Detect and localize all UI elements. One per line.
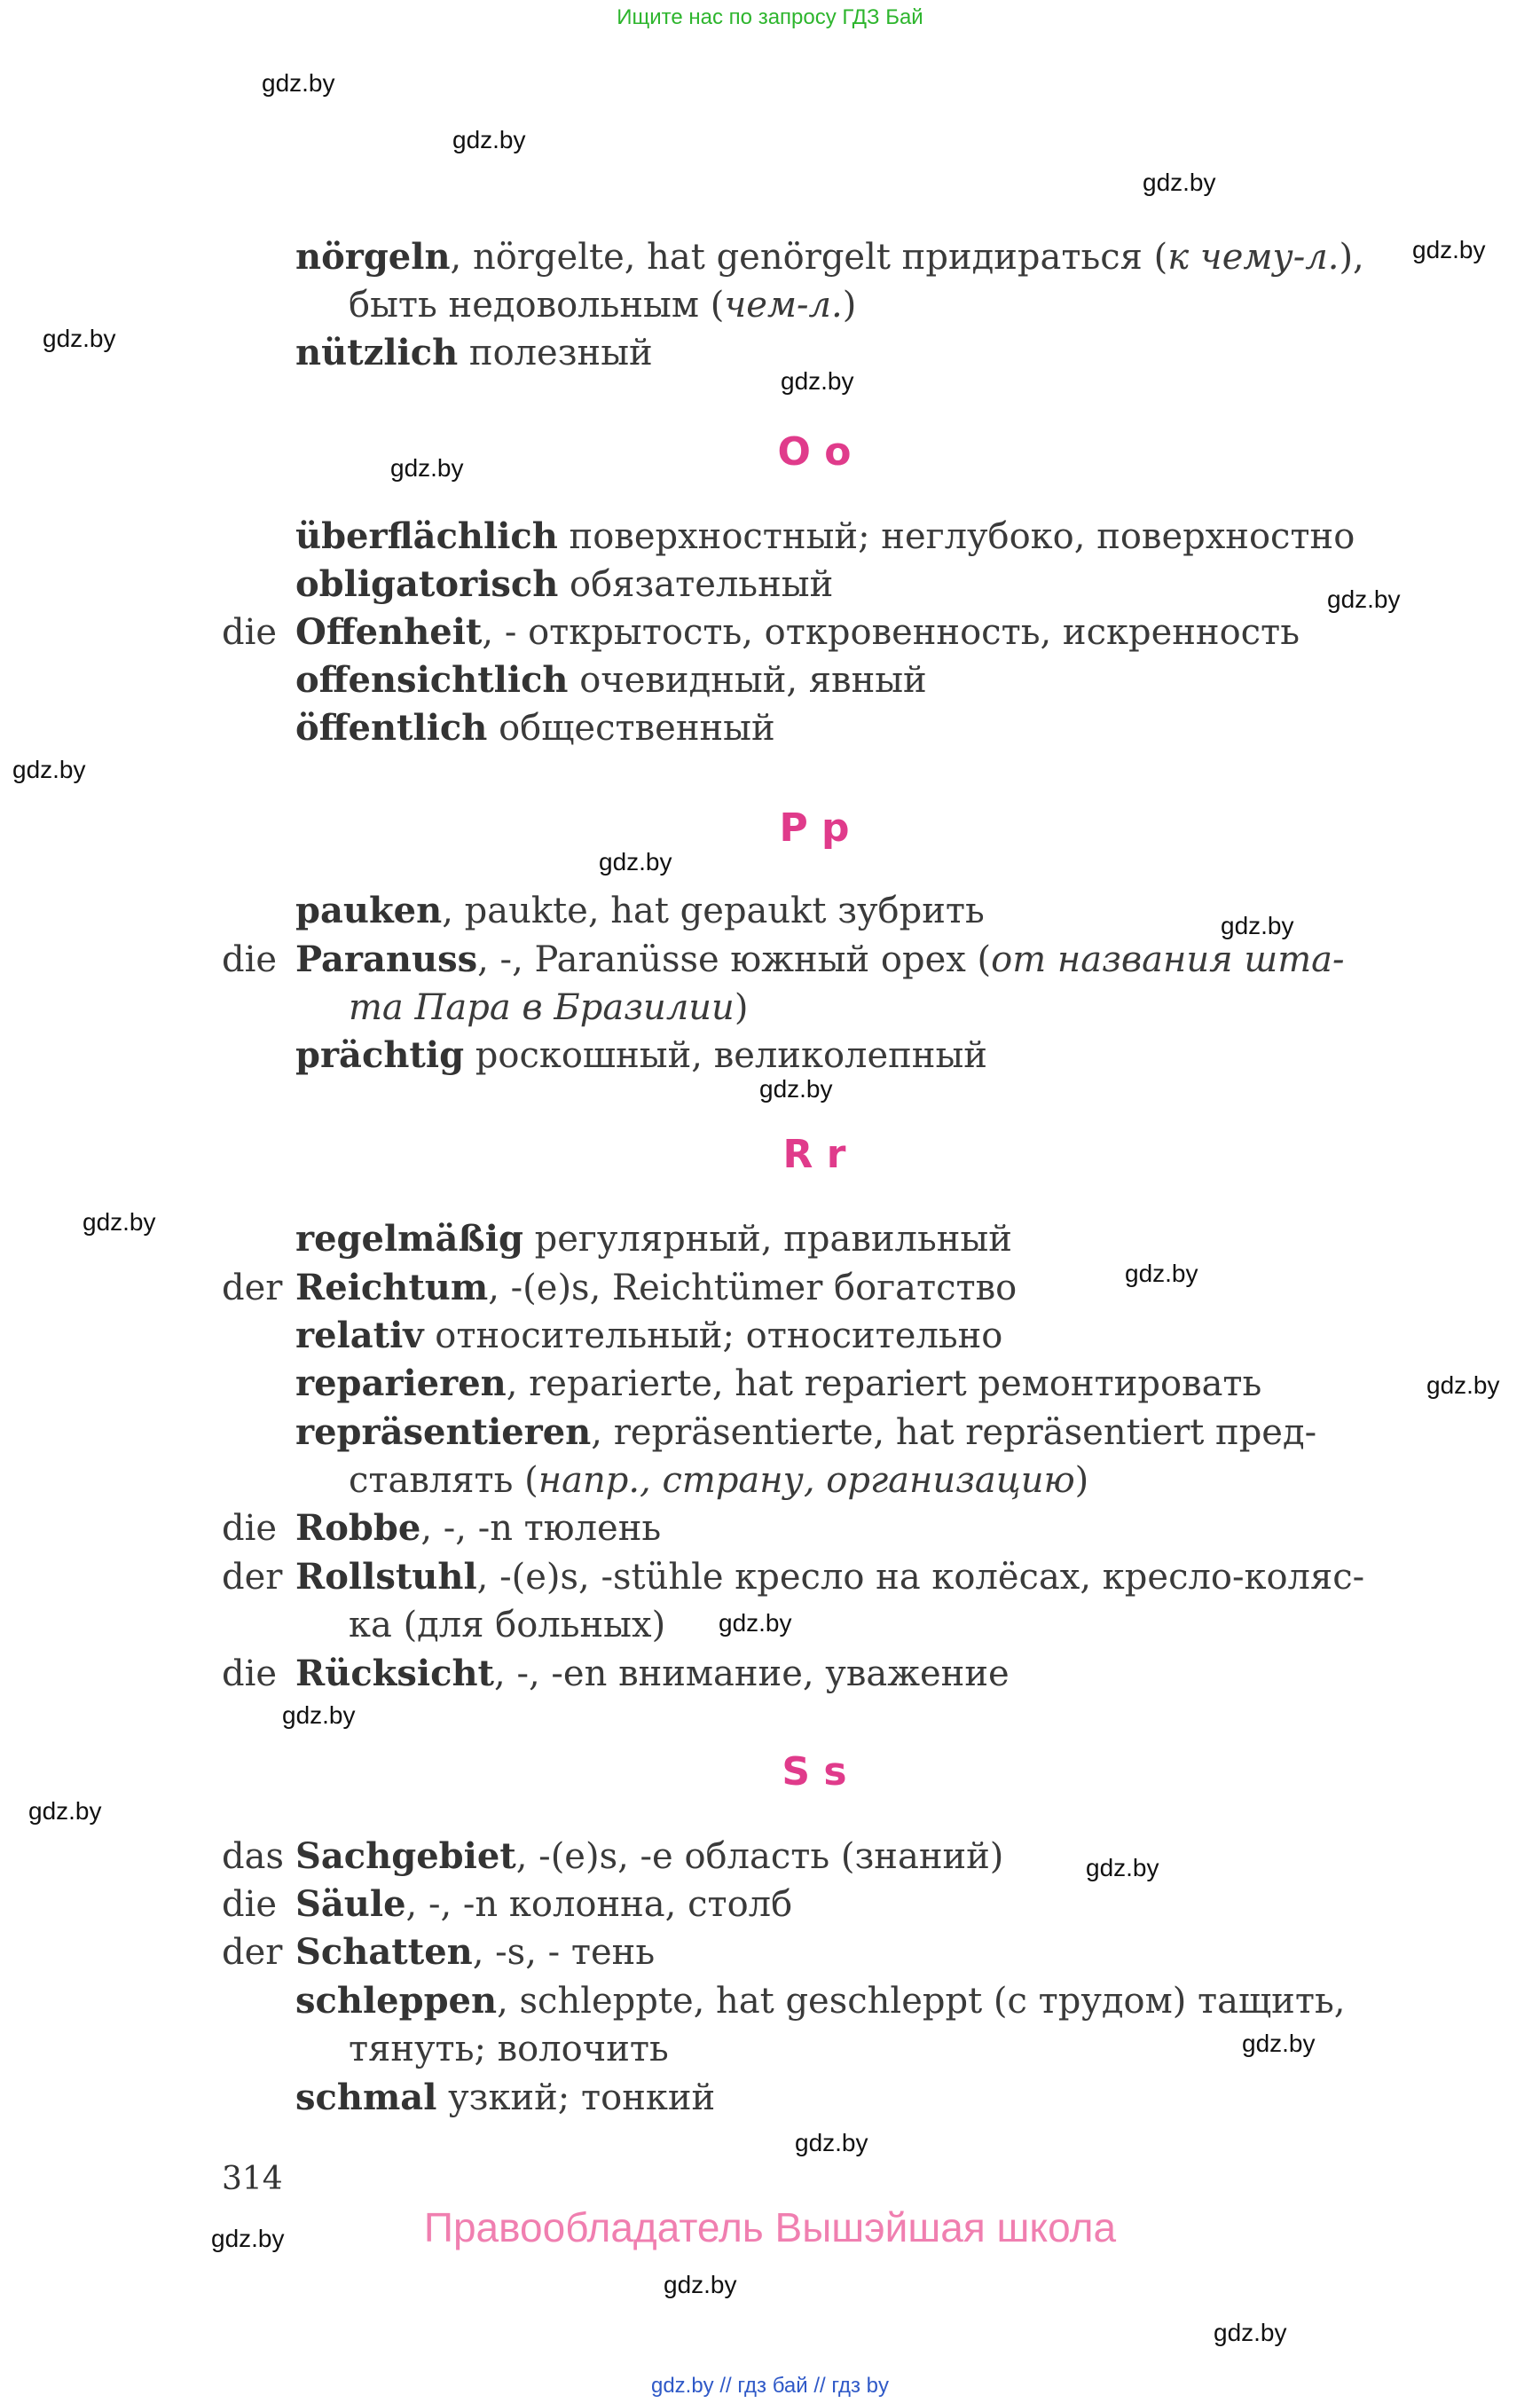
watermark: gdz.by [211, 2225, 285, 2252]
dictionary-entry: überflächlich поверхностный; неглубоко, поверхностно [295, 515, 1355, 557]
copyright-owner: Правообладатель Вышэйшая школа [423, 2204, 1117, 2250]
watermark: gdz.by [1214, 2319, 1287, 2346]
watermark: gdz.by [1086, 1854, 1159, 1881]
dictionary-entry: die Säule, -, -n колонна, столб [222, 1883, 793, 1925]
dictionary-entry: der Schatten, -s, - тень [222, 1931, 656, 1973]
watermark: gdz.by [452, 126, 526, 153]
dictionary-entry: nörgeln, nörgelte, hat genörgelt придираться (к чему-л.), быть недовольным (чем-л.) [295, 236, 1364, 326]
watermark: gdz.by [795, 2129, 868, 2156]
watermark: gdz.by [1143, 169, 1216, 196]
dictionary-entry: regelmäßig регулярный, правильный [295, 1218, 1012, 1260]
dictionary-entry: pauken, paukte, hat gepaukt зубрить [295, 890, 985, 931]
watermark: gdz.by [1125, 1260, 1198, 1287]
watermark: gdz.by [82, 1208, 156, 1236]
dictionary-entry: relativ относительный; относительно [295, 1315, 1003, 1356]
dictionary-entry: schleppen, schleppte, hat geschleppt (с трудом) тащить, тянуть; волочить [295, 1980, 1346, 2069]
watermark: gdz.by [282, 1701, 356, 1729]
dictionary-entry: die Robbe, -, -n тюлень [222, 1507, 662, 1549]
dictionary-entry: der Reichtum, -(e)s, Reichtümer богатство [222, 1267, 1018, 1308]
watermark: gdz.by [759, 1075, 833, 1103]
dictionary-entry: reparieren, reparierte, hat repariert ремонтировать [295, 1362, 1262, 1404]
watermark: gdz.by [1412, 236, 1486, 263]
watermark: gdz.by [12, 756, 86, 783]
watermark: gdz.by [781, 367, 854, 395]
watermark: gdz.by [1327, 585, 1401, 613]
watermark: gdz.by [1426, 1371, 1500, 1399]
footer-links[interactable]: gdz.by // гдз бай // гдз by [650, 2374, 890, 2398]
dictionary-entry: obligatorisch обязательный [295, 563, 834, 605]
watermark: gdz.by [664, 2271, 737, 2298]
top-banner: Ищите нас по запросу ГДЗ Бай [617, 5, 923, 29]
dictionary-entry: repräsentieren, repräsentierte, hat repräsentiert пред- ставлять (напр., страну, организацию) [295, 1411, 1317, 1501]
headword: nörgeln [295, 236, 451, 278]
section-letter: O o [777, 429, 852, 475]
dictionary-entry: das Sachgebiet, -(e)s, -e область (знаний) [222, 1835, 1004, 1877]
headword: nützlich [295, 332, 459, 373]
page-number: 314 [222, 2161, 283, 2197]
watermark: gdz.by [262, 69, 335, 97]
dictionary-entry: öffentlich общественный [295, 707, 775, 749]
watermark: gdz.by [719, 1609, 792, 1637]
dictionary-entry: nützlich полезный [295, 332, 653, 373]
dictionary-entry: schmal узкий; тонкий [295, 2077, 716, 2118]
dictionary-entry: die Offenheit, - открытость, откровенность, искренность [222, 611, 1300, 653]
section-letter: S s [782, 1749, 847, 1794]
watermark: gdz.by [1242, 2030, 1316, 2057]
section-letter: P p [779, 805, 850, 851]
watermark: gdz.by [43, 325, 116, 352]
dictionary-entry: die Paranuss, -, Paranüsse южный орех (от названия шта- та Пара в Бразилии) [222, 938, 1345, 1028]
dictionary-entry: offensichtlich очевидный, явный [295, 659, 927, 701]
dictionary-entry: die Rücksicht, -, -en внимание, уважение [222, 1653, 1010, 1694]
watermark: gdz.by [28, 1797, 102, 1825]
watermark: gdz.by [390, 454, 464, 482]
watermark: gdz.by [1221, 912, 1294, 939]
dictionary-entry: der Rollstuhl, -(e)s, -stühle кресло на колёсах, кресло-коляс- ка (для больных) [222, 1556, 1365, 1645]
watermark: gdz.by [599, 848, 672, 876]
section-letter: R r [782, 1132, 846, 1177]
dictionary-entry: prächtig роскошный, великолепный [295, 1034, 987, 1076]
